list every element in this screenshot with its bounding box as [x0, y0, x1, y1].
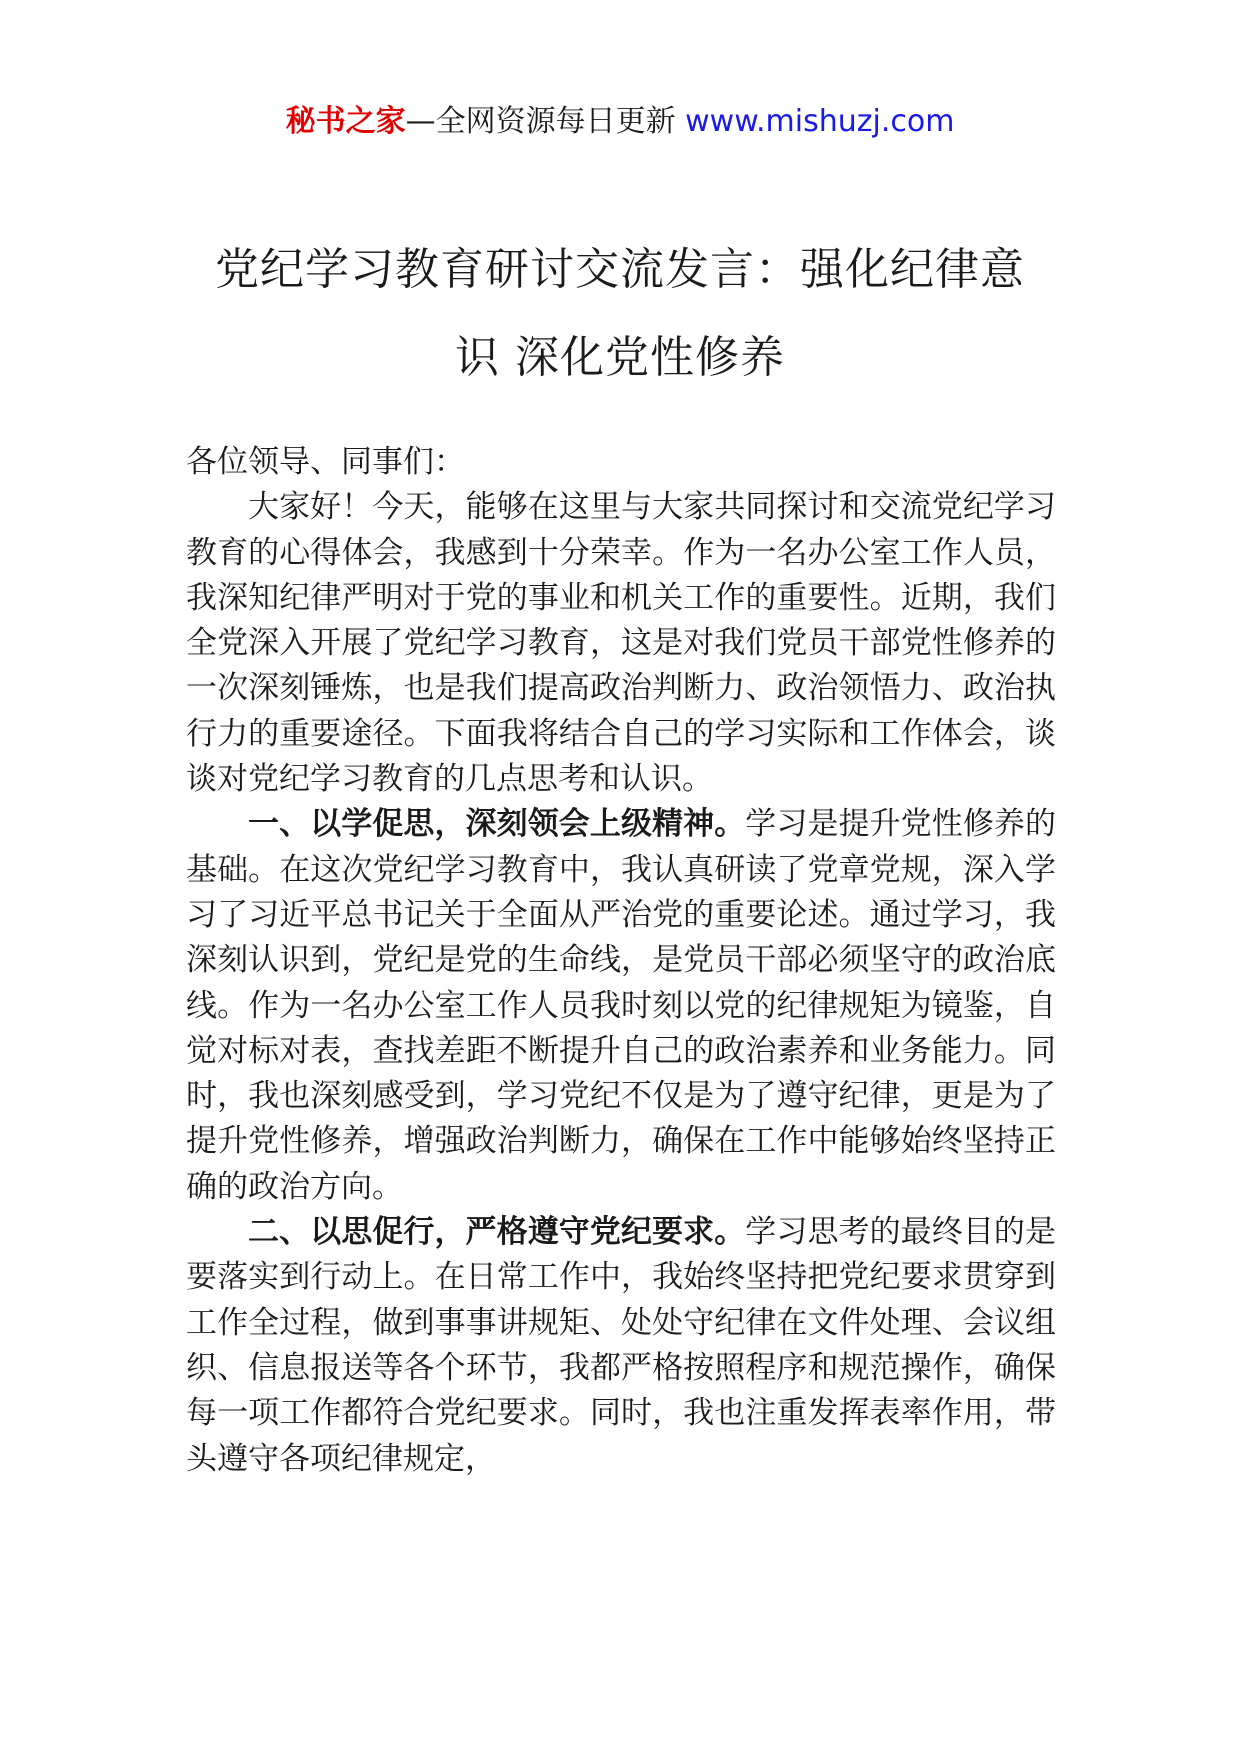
site-header: [0, 100, 1240, 144]
section-2-text: 学习思考的最终目的是要落实到行动上。在日常工作中，我始终坚持把党纪要求贯穿到工作全过程，做到事事讲规矩、处处守纪律在文件处理、会议组织、信息报送等各个环节，我都严格按照程序和规范操作，确保每一项工作都符合党纪要求。同时，我也注重发挥表率作用，带头遵守各项纪律规定，: [186, 1214, 1057, 1477]
salutation: 各位领导、同事们：: [186, 444, 465, 480]
title-line-2: 识 深化党性修养: [455, 332, 785, 383]
section-1-heading: 一、以学促思，深刻领会上级精神。: [248, 806, 746, 843]
paragraph-intro: 大家好！今天，能够在这里与大家共同探讨和交流党纪学习教育的心得体会，我感到十分荣幸。作为一名办公室工作人员，我深知纪律严明对于党的事业和机关工作的重要性。近期，我们全党深入开展了党纪学习教育，这是对我们党员干部党性修养的一次深刻锤炼，也是我们提高政治判断力、政治领悟力、政治执行力的重要途径。下面我将结合自己的学习实际和工作体会，谈谈对党纪学习教育的几点思考和认识。: [186, 489, 1056, 798]
document-body: [186, 440, 1056, 1482]
section-1-text: 学习是提升党性修养的基础。在这次党纪学习教育中，我认真研读了党章党规，深入学习了习近平总书记关于全面从严治党的重要论述。通过学习，我深刻认识到，党纪是党的生命线，是党员干部必须坚守的政治底线。作为一名办公室工作人员我时刻以党的纪律规矩为镜鉴，自觉对标对表，查找差距不断提升自己的政治素养和业务能力。同时，我也深刻感受到，学习党纪不仅是为了遵守纪律，更是为了提升党性修养，增强政治判断力，确保在工作中能够始终坚持正确的政治方向。: [186, 806, 1057, 1205]
paragraph-section-2: [186, 1210, 1056, 1482]
site-tagline: —全网资源每日更新: [405, 104, 686, 139]
title-line-1: 党纪学习教育研讨交流发言：强化纪律意: [215, 244, 1025, 295]
site-brand: 秘书之家: [285, 104, 406, 139]
site-url-link[interactable]: www.mishuzj.com: [685, 104, 955, 139]
document-title: [170, 226, 1070, 402]
section-2-heading: 二、以思促行，严格遵守党纪要求。: [248, 1214, 746, 1251]
paragraph-section-1: [186, 802, 1056, 1210]
